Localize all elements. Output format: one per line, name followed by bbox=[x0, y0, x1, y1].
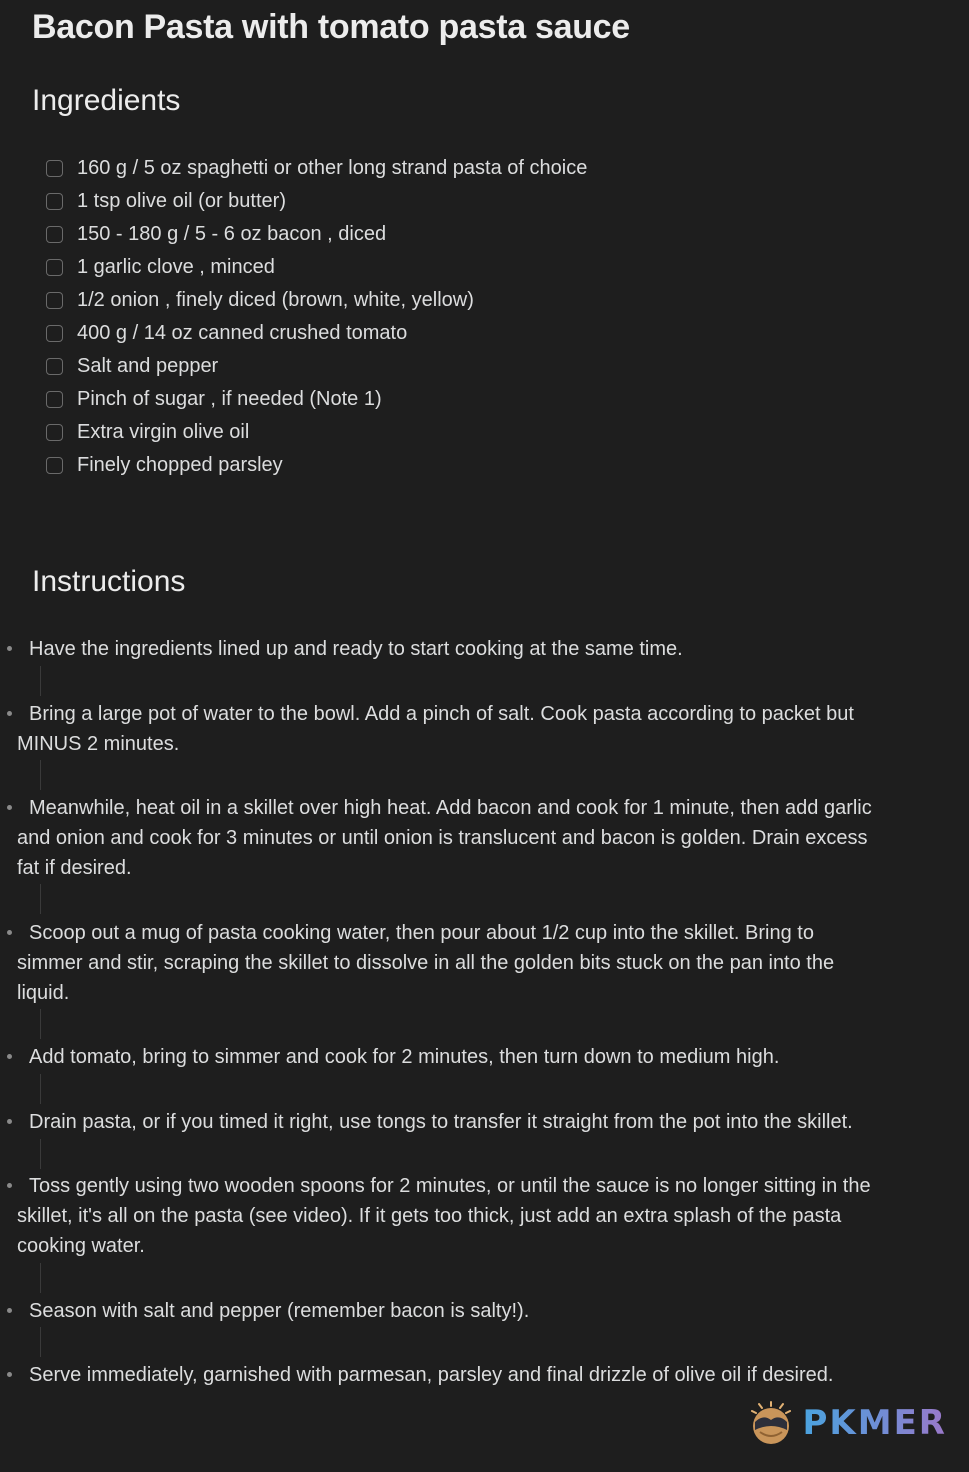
page-title: Bacon Pasta with tomato pasta sauce bbox=[32, 8, 630, 46]
task-item bbox=[46, 152, 587, 185]
task-checkbox[interactable] bbox=[46, 391, 63, 408]
pkmer-watermark bbox=[748, 1400, 947, 1446]
task-label: 160 g / 5 oz spaghetti or other long strand pasta of choice bbox=[77, 157, 588, 179]
task-item bbox=[46, 449, 587, 482]
task-item bbox=[46, 284, 587, 317]
list-item bbox=[17, 793, 877, 883]
list-item-text: Add tomato, bring to simmer and cook for 2 minutes, then turn down to medium high. bbox=[29, 1046, 780, 1068]
pkmer-logo-icon bbox=[748, 1400, 794, 1446]
indent-guide bbox=[40, 1074, 41, 1104]
list-item-text: Meanwhile, heat oil in a skillet over high heat. Add bacon and cook for 1 minute, then add garlic and onion and cook for 3 minutes or until onion is translucent and bacon is golden. Drain excess fat if desired. bbox=[17, 797, 872, 879]
task-label: 1 tsp olive oil (or butter) bbox=[77, 190, 286, 212]
list-item bbox=[17, 1042, 877, 1072]
list-item bbox=[17, 918, 877, 1008]
task-label: 400 g / 14 oz canned crushed tomato bbox=[77, 322, 408, 344]
task-label: Pinch of sugar , if needed (Note 1) bbox=[77, 388, 382, 410]
list-item-text: Season with salt and pepper (remember bacon is salty!). bbox=[29, 1300, 530, 1322]
task-checkbox[interactable] bbox=[46, 292, 63, 309]
task-checkbox[interactable] bbox=[46, 226, 63, 243]
list-item bbox=[17, 1296, 877, 1326]
pkmer-logo-text: PKMER bbox=[802, 1403, 947, 1443]
indent-guide bbox=[40, 760, 41, 790]
task-item bbox=[46, 185, 587, 218]
list-item bbox=[17, 699, 877, 759]
task-label: Extra virgin olive oil bbox=[77, 421, 250, 443]
task-label: 1/2 onion , finely diced (brown, white, yellow) bbox=[77, 289, 474, 311]
indent-guide bbox=[40, 1139, 41, 1169]
bullet-icon bbox=[7, 1372, 12, 1377]
indent-guide bbox=[40, 884, 41, 914]
bullet-icon bbox=[7, 711, 12, 716]
ingredients-task-list bbox=[46, 152, 587, 482]
bullet-icon bbox=[7, 805, 12, 810]
list-item-text: Serve immediately, garnished with parmesan, parsley and final drizzle of olive oil if desired. bbox=[29, 1364, 834, 1386]
list-item bbox=[17, 1107, 877, 1137]
list-item bbox=[17, 634, 877, 664]
task-checkbox[interactable] bbox=[46, 160, 63, 177]
ingredients-heading: Ingredients bbox=[32, 84, 181, 117]
task-label: Finely chopped parsley bbox=[77, 454, 283, 476]
indent-guide bbox=[40, 666, 41, 696]
bullet-icon bbox=[7, 646, 12, 651]
task-item bbox=[46, 383, 587, 416]
list-item-text: Scoop out a mug of pasta cooking water, then pour about 1/2 cup into the skillet. Bring to simmer and stir, scraping the skillet to dissolve in all the golden bits stuck on the pan into the liquid. bbox=[17, 922, 835, 1004]
task-label: Salt and pepper bbox=[77, 355, 219, 377]
task-checkbox[interactable] bbox=[46, 457, 63, 474]
list-item bbox=[17, 1360, 877, 1390]
task-item bbox=[46, 317, 587, 350]
task-label: 1 garlic clove , minced bbox=[77, 256, 275, 278]
indent-guide bbox=[40, 1263, 41, 1293]
list-item-text: Have the ingredients lined up and ready to start cooking at the same time. bbox=[29, 638, 683, 660]
task-checkbox[interactable] bbox=[46, 193, 63, 210]
task-item bbox=[46, 416, 587, 449]
indent-guide bbox=[40, 1009, 41, 1039]
task-checkbox[interactable] bbox=[46, 325, 63, 342]
task-item bbox=[46, 350, 587, 383]
instructions-heading: Instructions bbox=[32, 565, 186, 598]
task-item bbox=[46, 218, 587, 251]
bullet-icon bbox=[7, 1308, 12, 1313]
list-item bbox=[17, 1171, 877, 1261]
list-item-text: Drain pasta, or if you timed it right, use tongs to transfer it straight from the pot into the skillet. bbox=[29, 1111, 853, 1133]
task-checkbox[interactable] bbox=[46, 424, 63, 441]
list-item-text: Toss gently using two wooden spoons for 2 minutes, or until the sauce is no longer sitting in the skillet, it's all on the pasta (see video). If it gets too thick, just add an extra splash of the pasta cooking water. bbox=[17, 1175, 871, 1257]
task-label: 150 - 180 g / 5 - 6 oz bacon , diced bbox=[77, 223, 387, 245]
bullet-icon bbox=[7, 1183, 12, 1188]
task-checkbox[interactable] bbox=[46, 259, 63, 276]
bullet-icon bbox=[7, 1119, 12, 1124]
bullet-icon bbox=[7, 930, 12, 935]
task-checkbox[interactable] bbox=[46, 358, 63, 375]
indent-guide bbox=[40, 1327, 41, 1357]
list-item-text: Bring a large pot of water to the bowl. Add a pinch of salt. Cook pasta according to packet but MINUS 2 minutes. bbox=[17, 703, 854, 755]
task-item bbox=[46, 251, 587, 284]
bullet-icon bbox=[7, 1054, 12, 1059]
